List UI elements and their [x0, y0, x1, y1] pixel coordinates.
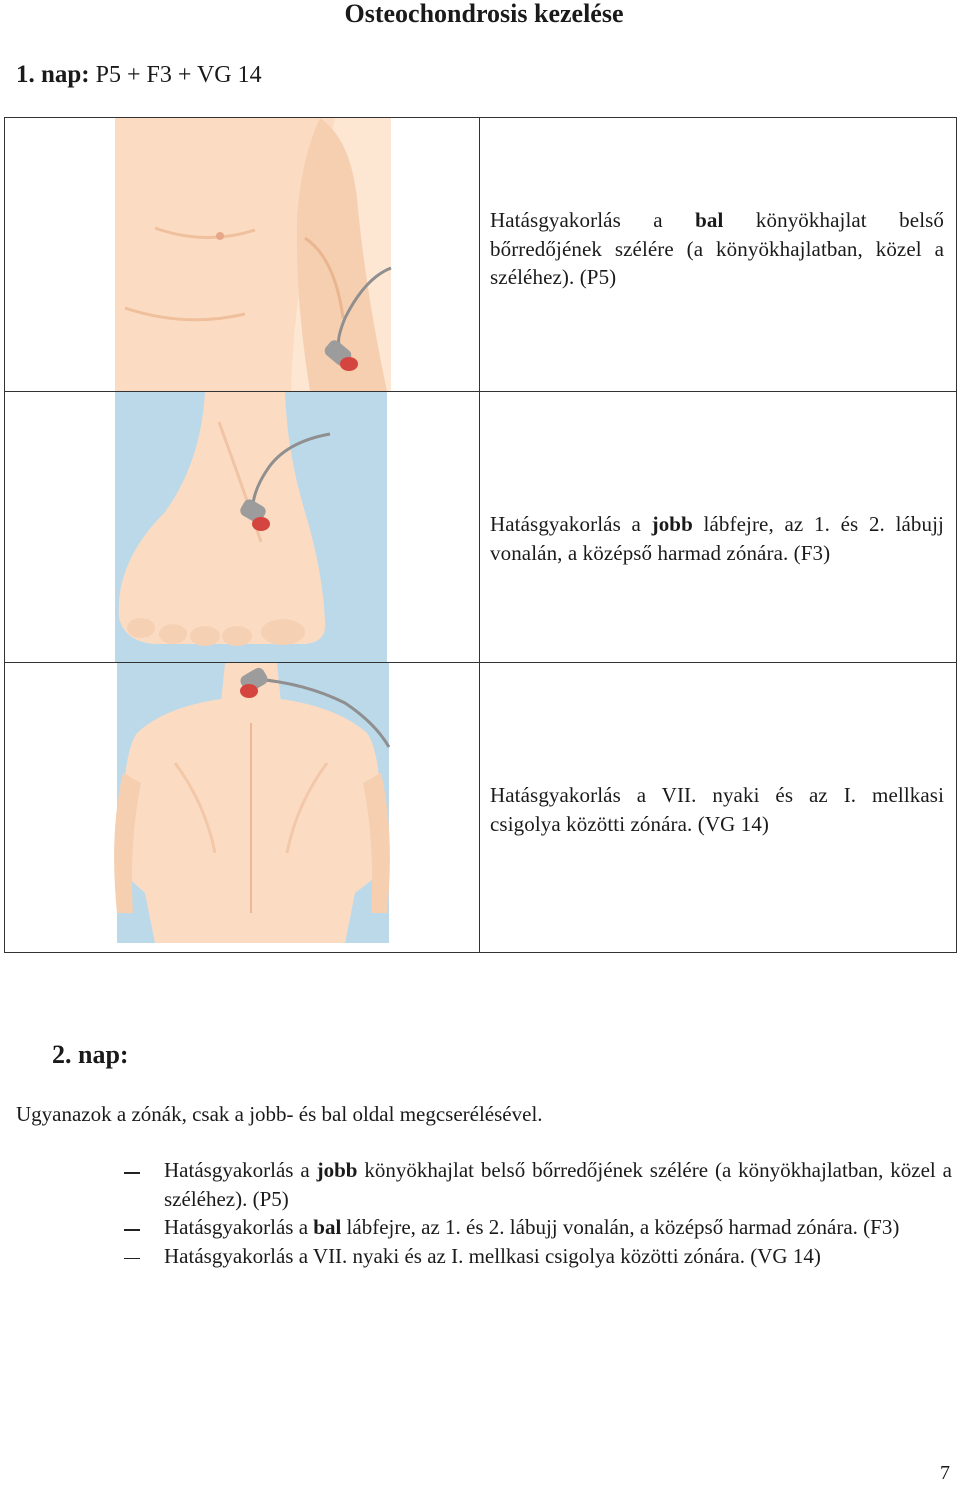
item-text-post: könyökhajlat belső bőrredőjének szélére (a könyökhajlatban, közel a széléhez). (P5) — [164, 1158, 952, 1211]
item-text-pre: Hatásgyakorlás a VII. nyaki és az I. mellkasi csigolya közötti zónára. (VG 14) — [164, 1243, 821, 1268]
arm-elbow-illustration — [5, 118, 479, 391]
item-text-pre: Hatásgyakorlás a — [164, 1158, 317, 1182]
image-cell — [5, 118, 480, 392]
item-text-pre: Hatásgyakorlás a — [164, 1215, 314, 1239]
item-text-post: lábfejre, az 1. és 2. lábujj vonalán, a középső harmad zónára. (F3) — [341, 1215, 900, 1239]
image-cell — [5, 663, 480, 953]
day2-intro: Ugyanazok a zónák, csak a jobb- és bal oldal megcserélésével. — [16, 1102, 543, 1126]
back-neck-illustration — [5, 663, 479, 952]
row-text — [490, 206, 944, 292]
page-number: 7 — [940, 1462, 950, 1484]
list-item — [124, 1156, 952, 1213]
item-text-bold: jobb — [316, 1158, 358, 1182]
day1-label: 1. nap: — [16, 61, 90, 88]
day1-heading — [16, 60, 262, 90]
row-text-post: könyökhajlat belső bőrredőjének szélére (a könyökhajlatban, közel a széléhez). (P5) — [490, 208, 944, 289]
row-text-pre: Hatásgyakorlás a — [490, 512, 652, 536]
day2-label: 2. nap: — [52, 1040, 129, 1069]
text-cell — [480, 118, 957, 392]
table-row — [5, 392, 957, 663]
row-text — [490, 510, 944, 567]
row-text-bold: bal — [695, 208, 724, 232]
table-row — [5, 663, 957, 953]
row-text-pre: Hatásgyakorlás a — [490, 208, 696, 232]
list-item — [124, 1242, 952, 1271]
text-cell — [480, 392, 957, 663]
item-text-bold: bal — [313, 1215, 342, 1239]
row-text — [490, 781, 944, 838]
image-cell — [5, 392, 480, 663]
day1-points: P5 + F3 + VG 14 — [95, 62, 262, 88]
table-row — [5, 118, 957, 392]
row-text-post: lábfejre, az 1. és 2. lábujj vonalán, a középső harmad zónára. (F3) — [490, 512, 944, 565]
text-cell — [480, 663, 957, 953]
page-title: Osteochondrosis kezelése — [344, 0, 624, 28]
row-text-bold: jobb — [651, 512, 693, 536]
row-text-pre: Hatásgyakorlás a VII. nyaki és az I. mellkasi csigolya közötti zónára. (VG 14) — [490, 783, 944, 836]
foot-illustration — [5, 392, 479, 662]
treatment-table — [4, 117, 957, 953]
day2-list — [124, 1156, 952, 1270]
list-item — [124, 1213, 952, 1242]
